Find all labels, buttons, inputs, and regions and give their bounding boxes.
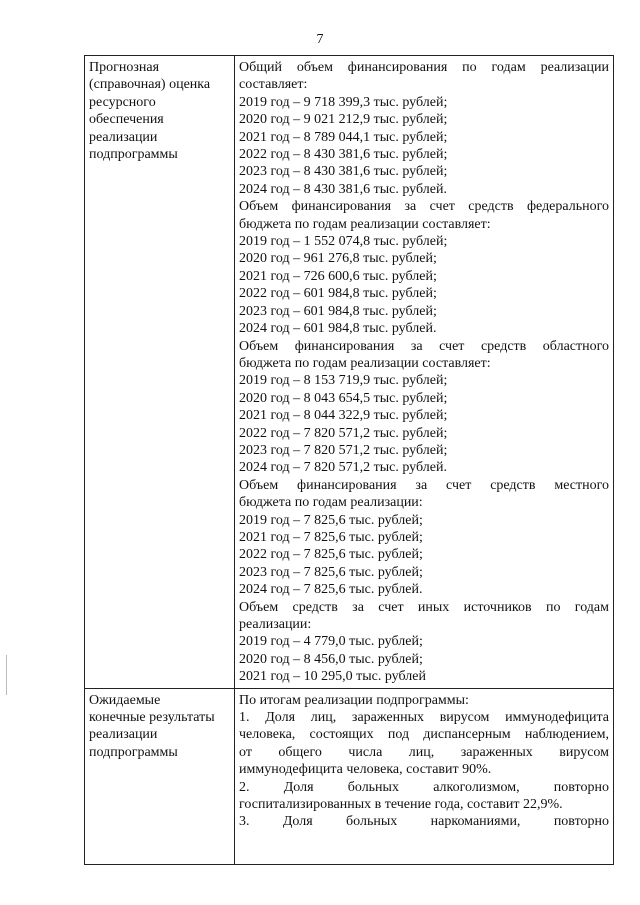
block-heading: бюджета по годам реализации составляет: [239,216,491,232]
list-item: 2024 год – 7 825,6 тыс. рублей. [239,582,423,598]
results-line: 2. Доля больных алкоголизмом, повторно [239,779,609,795]
block-heading: Объем финансирования за счет средств областного [239,338,609,354]
list-item: 2022 год – 7 820 571,2 тыс. рублей; [239,425,448,441]
list-item: 2020 год – 8 043 654,5 тыс. рублей; [239,390,448,406]
list-item: 2019 год – 8 153 719,9 тыс. рублей; [239,373,448,389]
label-line: подпрограммы [89,147,178,163]
list-item: 2019 год – 1 552 074,8 тыс. рублей; [239,234,448,250]
list-item: 2023 год – 8 430 381,6 тыс. рублей; [239,164,448,180]
row-content-expected-results [235,688,614,864]
results-line: иммунодефицита человека, составит 90%. [239,762,492,778]
results-text [239,692,609,856]
list-item: 2019 год – 4 779,0 тыс. рублей; [239,634,423,650]
list-item: 2021 год – 10 295,0 тыс. рублей [239,669,426,685]
list-item: 2023 год – 601 984,8 тыс. рублей; [239,303,437,319]
label-line: конечные результаты [89,710,215,726]
list-item: 2022 год – 7 825,6 тыс. рублей; [239,547,423,563]
list-item: 2020 год – 961 276,8 тыс. рублей; [239,251,437,267]
list-item: 2022 год – 8 430 381,6 тыс. рублей; [239,147,448,163]
list-item: 2019 год – 9 718 399,3 тыс. рублей; [239,94,448,110]
table-row-expected-results [85,688,614,864]
list-item: 2021 год – 7 825,6 тыс. рублей; [239,529,423,545]
label-line: Прогнозная [89,60,160,75]
passport-table [84,55,614,865]
results-line: от общего числа лиц, зараженных вирусом [239,744,609,760]
results-line: госпитализированных в течение года, составит 22,9%. [239,797,563,813]
label-line: обеспечения [89,112,164,128]
list-item: 2024 год – 7 820 571,2 тыс. рублей. [239,460,447,476]
list-item: 2021 год – 726 600,6 тыс. рублей; [239,268,437,284]
block-heading: Объем финансирования за счет средств местного [239,477,609,493]
list-item: 2024 год – 8 430 381,6 тыс. рублей. [239,181,447,197]
list-item: 2024 год – 601 984,8 тыс. рублей. [239,321,437,337]
list-item: 2019 год – 7 825,6 тыс. рублей; [239,512,423,528]
results-line: человека, состоящих под диспансерным наблюдением, [239,727,609,743]
label-line: Ожидаемые [89,692,161,708]
results-line: 3. Доля больных наркоманиями, повторно [239,814,609,830]
list-item: 2020 год – 9 021 212,9 тыс. рублей; [239,112,448,128]
label-line: ресурсного [89,94,156,110]
list-item: 2020 год – 8 456,0 тыс. рублей; [239,651,423,667]
row-label-resource-estimate [85,56,235,689]
label-line: реализации [89,129,158,145]
list-item: 2022 год – 601 984,8 тыс. рублей; [239,286,437,302]
row-label-expected-results [85,688,235,864]
block-heading: реализации: [239,617,312,632]
list-item: 2023 год – 7 820 571,2 тыс. рублей; [239,442,448,458]
results-intro: По итогам реализации подпрограммы: [239,692,469,708]
list-item: 2021 год – 8 044 322,9 тыс. рублей; [239,408,448,424]
label-line: (справочная) оценка [89,77,211,93]
list-item: 2023 год – 7 825,6 тыс. рублей; [239,564,423,580]
label-line: реализации [89,727,158,743]
block-heading: бюджета по годам реализации составляет: [239,355,491,371]
block-heading: составляет: [239,77,308,93]
block-heading: Объем финансирования за счет средств федерального [239,199,609,215]
table-row-resource-estimate [85,56,614,689]
row-content-resource-estimate [235,56,614,689]
scan-artifact [6,655,7,695]
results-line: 1. Доля лиц, зараженных вирусом иммунодефицита [239,710,609,726]
block-heading: бюджета по годам реализации: [239,495,423,511]
label-line: подпрограммы [89,744,178,760]
block-heading: Общий объем финансирования по годам реализации [239,60,609,75]
page-number: 7 [316,32,324,47]
list-item: 2021 год – 8 789 044,1 тыс. рублей; [239,129,448,145]
block-heading: Объем средств за счет иных источников по годам [239,599,609,615]
